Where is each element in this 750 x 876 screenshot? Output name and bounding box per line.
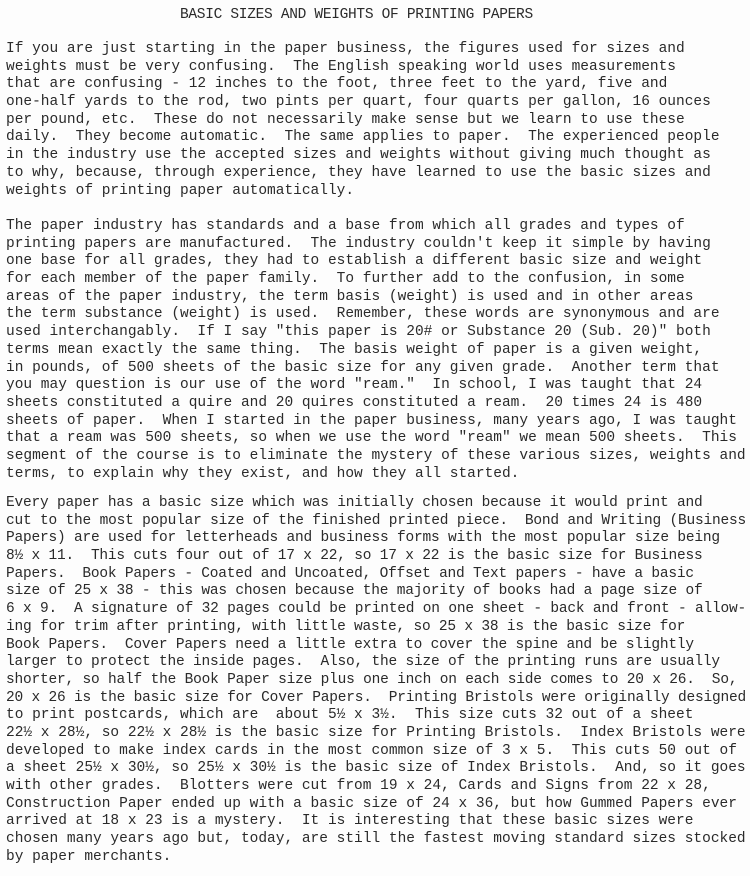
text-line: 6 x 9. A signature of 32 pages could be printed on one sheet - back and front - allow- [6,601,747,618]
text-line: sheets of paper. When I started in the paper business, many years ago, I was taught [6,412,737,429]
text-line: Papers. Book Papers - Coated and Uncoated, Offset and Text papers - have a basic [6,565,694,582]
paragraph-standards [6,218,746,483]
text-line: ing for trim after printing, with little waste, so 25 x 38 is the basic size for [6,618,686,635]
text-line: that a ream was 500 sheets, so when we use the word "ream" we mean 500 sheets. This [6,430,737,447]
text-line: a sheet 25½ x 30½, so 25½ x 30½ is the basic size of Index Bristols. And, so it goes [6,760,746,777]
text-line: 20 x 26 is the basic size for Cover Papers. Printing Bristols were originally designed [6,689,747,706]
text-line: Papers) are used for letterheads and business forms with the most popular size being [6,530,720,547]
text-line: per pound, etc. These do not necessarily make sense but we learn to use these [6,111,685,128]
text-line: terms mean exactly the same thing. The basis weight of paper is a given weight, [6,341,703,358]
text-line: cut to the most popular size of the finished printed piece. Bond and Writing (Business [6,512,747,529]
text-line: 8½ x 11. This cuts four out of 17 x 22, so 17 x 22 is the basic size for Business [6,548,703,565]
text-line: printing papers are manufactured. The industry couldn't keep it simple by having [6,235,711,252]
text-line: terms, to explain why they exist, and how they all started. [6,465,520,482]
text-line: in the industry use the accepted sizes and weights without giving much thought as [6,147,711,164]
paragraph-intro [6,41,720,200]
text-line: by paper merchants. [6,848,172,865]
text-line: Construction Paper ended up with a basic size of 24 x 36, but how Gummed Papers ever [6,795,737,812]
text-line: chosen many years ago but, today, are still the fastest moving standard sizes stocked [6,831,746,848]
text-line: areas of the paper industry, the term basis (weight) is used and in other areas [6,288,694,305]
text-line: that are confusing - 12 inches to the foot, three feet to the yard, five and [6,76,668,93]
text-line: weights must be very confusing. The English speaking world uses measurements [6,58,677,75]
text-line: sheets constituted a quire and 20 quires constituted a ream. 20 times 24 is 480 [6,394,703,411]
text-line: Book Papers. Cover Papers need a little extra to cover the spine and be slightly [6,636,694,653]
text-line: arrived at 18 x 23 is a mystery. It is interesting that these basic sizes were [6,813,694,830]
text-line: shorter, so half the Book Paper size plus one inch on each side comes to 20 x 26. So, [6,671,738,688]
text-line: 22½ x 28½, so 22½ x 28½ is the basic size for Printing Bristols. Index Bristols were [6,724,746,741]
paragraph-basic-sizes [6,495,746,866]
text-line: daily. They become automatic. The same applies to paper. The experienced people [6,129,720,146]
text-line: used interchangably. If I say "this paper is 20# or Substance 20 (Sub. 20)" both [6,324,711,341]
text-line: for each member of the paper family. To further add to the confusion, in some [6,271,685,288]
text-line: The paper industry has standards and a base from which all grades and types of [6,218,685,234]
text-line: to why, because, through experience, they have learned to use the basic sizes and [6,164,711,181]
text-line: size of 25 x 38 - this was chosen because the majority of books had a page size of [6,583,703,600]
text-line: developed to make index cards in the most common size of 3 x 5. This cuts 50 out of [6,742,737,759]
text-line: Every paper has a basic size which was initially chosen because it would print and [6,495,703,511]
text-line: you may question is our use of the word "ream." In school, I was taught that 24 [6,377,703,394]
text-line: larger to protect the inside pages. Also, the size of the printing runs are usually [6,654,720,671]
text-line: If you are just starting in the paper business, the figures used for sizes and [6,41,685,57]
text-line: one base for all grades, they had to establish a different basic size and weight [6,253,703,270]
text-line: segment of the course is to eliminate the mystery of these various sizes, weights and [6,447,746,464]
text-line: the term substance (weight) is used. Remember, these words are synonymous and are [6,306,720,323]
text-line: with other grades. Blotters were cut from 19 x 24, Cards and Signs from 22 x 28, [6,778,711,794]
text-line: one-half yards to the rod, two pints per quart, four quarts per gallon, 16 ounces [6,94,711,111]
text-line: weights of printing paper automatically. [6,182,355,199]
page-title: BASIC SIZES AND WEIGHTS OF PRINTING PAPERS [180,7,533,23]
text-line: in pounds, of 500 sheets of the basic size for any given grade. Another term that [6,359,720,376]
text-line: to print postcards, which are about 5½ x 3½. This size cuts 32 out of a sheet [6,707,694,724]
